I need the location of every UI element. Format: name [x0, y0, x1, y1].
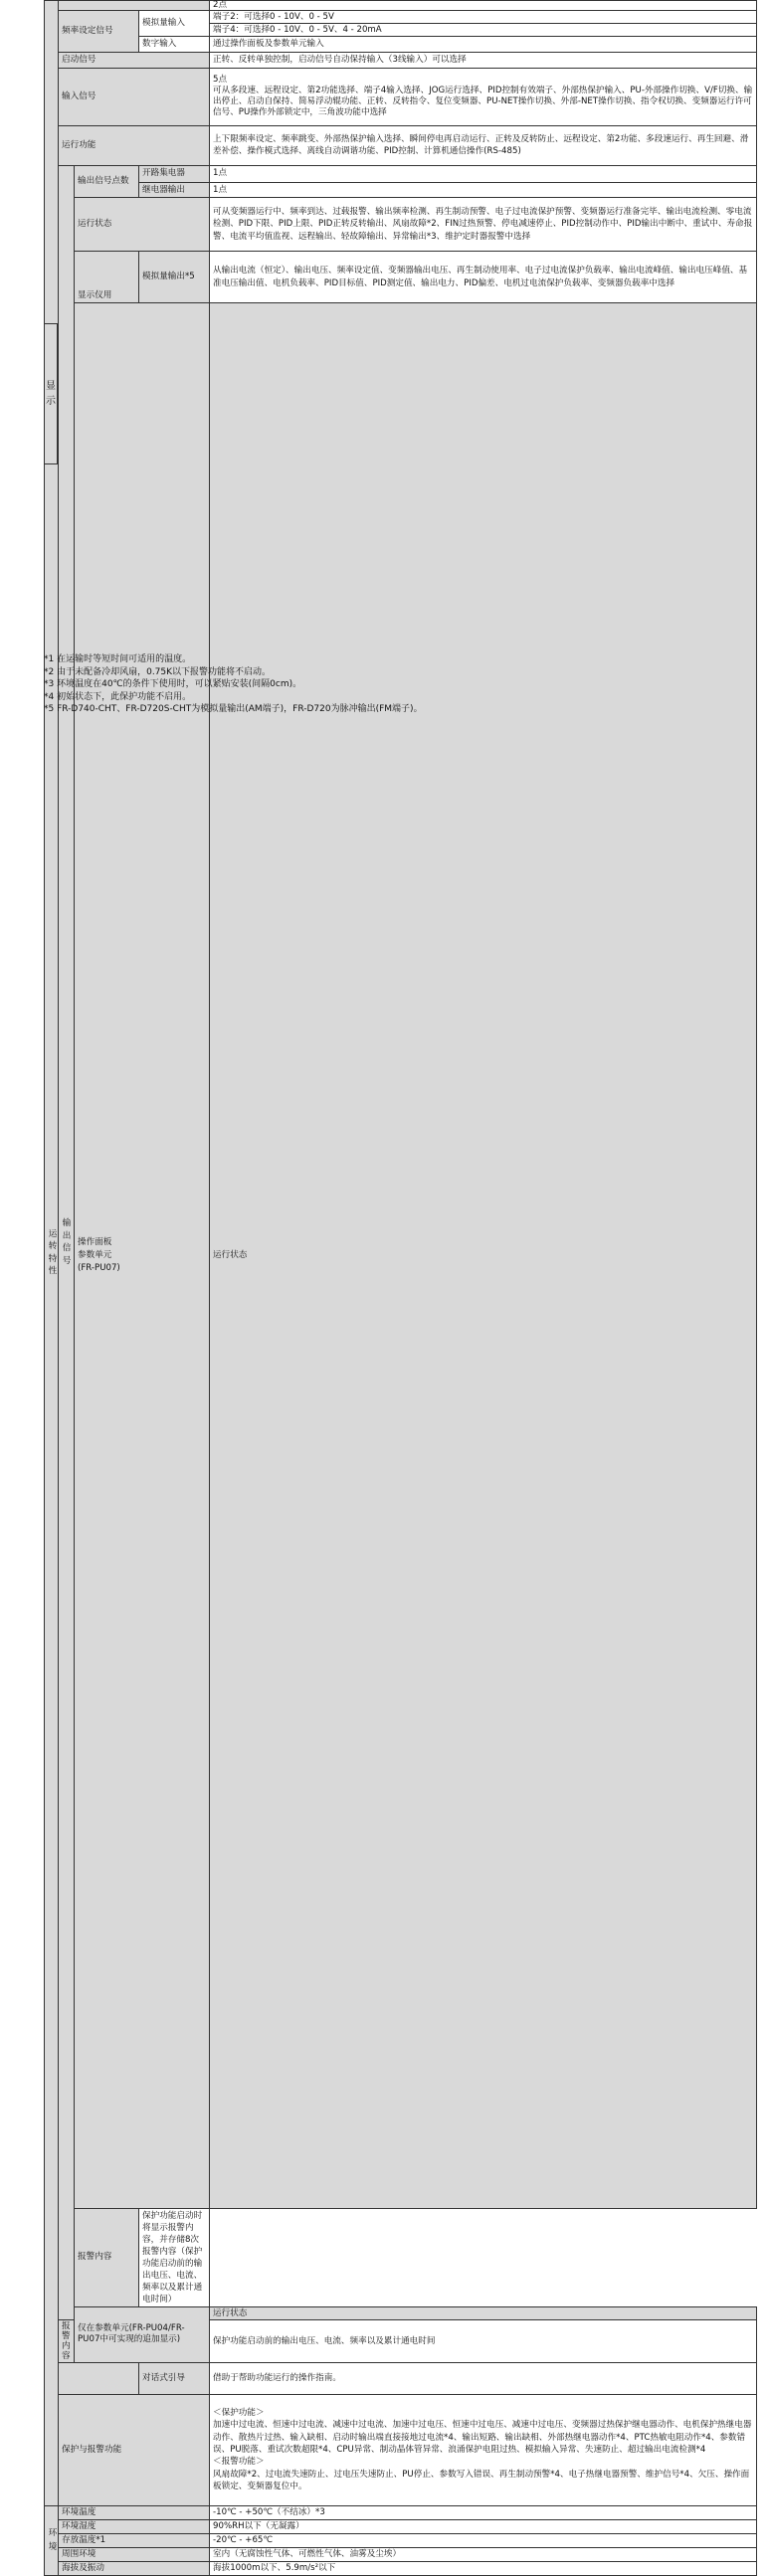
display-meter-label: 显示仪用: [75, 252, 139, 303]
analog-output-label: 模拟量输出*5: [139, 252, 210, 303]
relay-output-value: 1点: [210, 182, 757, 198]
run-function-value: 上下限频率设定、频率跳变、外部热保护输入选择、瞬间停电再启动运行、正转及反转防止、远程设定、第2功能、多段速运行、再生回避、滑差补偿、操作模式选择、离线自动调谐功能、PID控制、计算机通信操作(RS-485): [210, 125, 757, 165]
top-row-value: 2点: [210, 1, 757, 11]
section-operation: 运转特性: [45, 1, 59, 2506]
footnote-4: *4 初始状态下，此保护功能不启用。: [44, 691, 192, 702]
input-signal-value: 5点 可从多段速、远程设定、第2功能选择、端子4输入选择、JOG运行选择、PID控制有效端子、外部热保护输入、PU-外部操作切换、V/F切换、输出停止、启动自保持、简易浮动辊功能、正转、反转指令、复位变频器、PU-NET操作切换、外部-NET操作切换、指令权切换、变频器运行许可信号、PU操作外部锁定中，三角波功能中选择: [210, 68, 757, 125]
storage-temp-value: -20℃ - +65℃: [210, 2533, 757, 2547]
only-pu-alarm-value: 保护功能启动前的输出电压、电流、频率以及累计通电时间: [210, 2319, 757, 2362]
output-signal-group: 输出信号: [59, 165, 75, 2319]
protection-label: 保护与报警功能: [59, 2394, 210, 2505]
digital-input-value: 通过操作面板及参数单元输入: [210, 37, 757, 53]
footnote-2: *2 由于未配备冷却风扇，0.75K以下报警功能将不启动。: [44, 666, 272, 677]
humidity-label: 环境湿度: [59, 2519, 210, 2533]
digital-input-label: 数字输入: [139, 37, 210, 53]
open-collector-label: 开路集电器: [139, 165, 210, 182]
start-signal-label: 启动信号: [59, 52, 210, 68]
spec-table: [44, 0, 757, 2576]
dialog-guide-label: 对话式引导: [139, 2362, 210, 2394]
analog-input-label: 模拟量输入: [139, 11, 210, 37]
top-row: [45, 1, 757, 11]
start-signal-value: 正转、反转单独控制，启动信号自动保持输入（3线输入）可以选择: [210, 52, 757, 68]
operation-panel-label: 操作面板 参数单元 (FR-PU07): [75, 303, 210, 2209]
only-pu-alarm-label: 报警内容: [59, 2319, 75, 2362]
open-collector-value: 1点: [210, 165, 757, 182]
only-pu-run-state-label: 运行状态: [210, 2306, 757, 2319]
storage-temp-label: 存放温度*1: [59, 2533, 210, 2547]
humidity-value: 90%RH以下（无凝露）: [210, 2519, 757, 2533]
analog-input-value-2: 端子4：可选择0 - 10V、0 - 5V、4 - 20mA: [210, 24, 757, 37]
only-pu-label: 仅在参数单元(FR-PU04/FR-PU07中可实现的追加显示): [75, 2306, 210, 2362]
display-run-state-label: 运行状态: [210, 303, 757, 2209]
footnote-3: *3 环境温度在40℃的条件下使用时，可以紧贴安装(间隔0cm)。: [44, 679, 302, 690]
section-environment: 环境: [45, 2505, 59, 2575]
altitude-value: 海拔1000m以下、5.9m/s²以下: [210, 2561, 757, 2575]
altitude-label: 海拔及振动: [59, 2561, 210, 2575]
surroundings-label: 周围环境: [59, 2547, 210, 2561]
output-points-label: 输出信号点数: [75, 165, 139, 198]
ambient-temp-label: 环境温度: [59, 2505, 210, 2519]
dialog-guide-value: 借助于帮助功能运行的操作指南。: [210, 2362, 757, 2394]
output-run-state-value: 可从变频器运行中、频率到达、过载报警、输出频率检测、再生制动预警、电子过电流保护预警、变频器运行准备完毕、输出电流检测、零电流检测、PID下限、PID上限、PID正转反转输出、风扇故障*2、FIN过热预警、停电减速停止、PID控制动作中、PID输出中断中、重试中、寿命报警、电流平均值监视、远程输出、轻故障输出、异常输出*3、维护定时器报警中选择: [210, 198, 757, 252]
protection-value: ＜保护功能＞ 加速中过电流、恒速中过电流、减速中过电流、加速中过电压、恒速中过电压、减速中过电压、变频器过热保护继电器动作、电机保护热继电器动作、散热片过热、输入缺相、启动时输出端直接接地过电流*4、输出短路、输出缺相、外部热继电器动作*4、PTC热敏电阻动作*4、参数错误、PU脱落、重试次数超限*4、CPU异常、制动晶体管异常、浪涌保护电阻过热、模拟输入异常、失速防止、超过输出电流检测*4 ＜报警功能＞ 风扇故障*2、过电流失速防止、过电压失速防止、PU停止、参数写入错误、再生制动预警*4、电子热继电器预警、维护信号*4、欠压、操作面板锁定、变频器复位中。: [210, 2394, 757, 2505]
analog-input-value-1: 端子2：可选择0 - 10V、0 - 5V: [210, 11, 757, 24]
display-alarm-label: 报警内容: [75, 2208, 139, 2306]
output-run-state-label: 运行状态: [75, 198, 210, 252]
footnote-1: *1 在运输时等短时间可适用的温度。: [44, 654, 192, 664]
freq-signal-label: 频率设定信号: [59, 11, 139, 53]
footnote-5: *5 FR-D740-CHT、FR-D720S-CHT为模拟量输出(AM端子)，FR-D720为脉冲输出(FM端子)。: [44, 704, 423, 715]
display-alarm-value: 保护功能启动时将显示报警内容，并存储8次报警内容（保护功能启动前的输出电压、电流、频率以及累计通电时间）: [139, 2208, 210, 2306]
analog-output-value: 从输出电流（恒定）、输出电压、频率设定值、变频器输出电压、再生制动使用率、电子过电流保护负载率、输出电流峰值、输出电压峰值、基准电压输出值、电机负载率、PID目标值、PID测定值、输出电力、PID偏差、电机过电流保护负载率、变频器负载率中选择: [210, 252, 757, 303]
footnotes: [44, 653, 756, 716]
input-signal-label: 输入信号: [59, 68, 210, 125]
relay-output-label: 继电器输出: [139, 182, 210, 198]
ambient-temp-value: -10℃ - +50℃（不结冰）*3: [210, 2505, 757, 2519]
section-display: 显示: [44, 323, 58, 464]
run-function-label: 运行功能: [59, 125, 210, 165]
surroundings-value: 室内（无腐蚀性气体、可燃性气体、油雾及尘埃）: [210, 2547, 757, 2561]
